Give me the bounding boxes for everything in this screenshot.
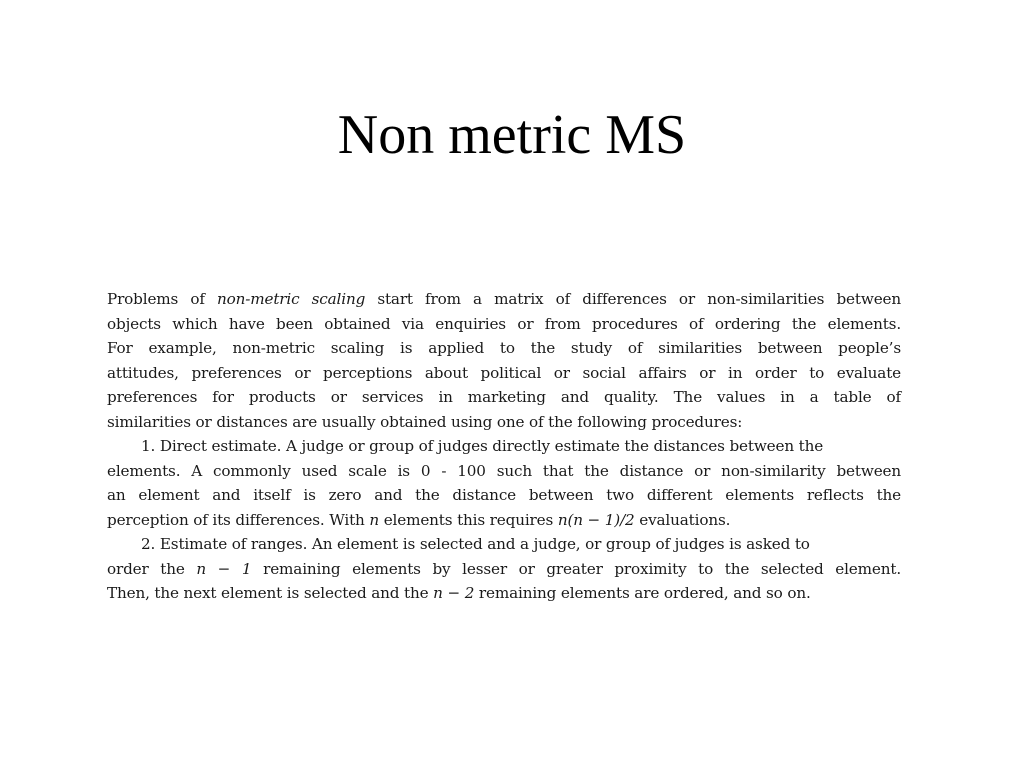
text-run: remaining elements are ordered, and so on. <box>474 584 811 602</box>
intro-paragraph <box>107 287 901 434</box>
text-line <box>107 581 901 606</box>
list-item-text: 1. Direct estimate. A judge or group of judges directly estimate the distances between the <box>141 437 824 455</box>
text-run: start from a matrix of differences or non-similarities between <box>365 290 901 308</box>
slide-title: Non metric MS <box>337 104 687 166</box>
item-2-paragraph <box>107 532 901 606</box>
text-line: similarities or distances are usually obtained using one of the following procedures: <box>107 412 743 431</box>
text-run: Then, the next element is selected and the <box>107 584 434 602</box>
text-line <box>107 532 901 557</box>
text-run: perception of its differences. With <box>107 510 370 529</box>
math-formula: n(n − 1)/2 <box>557 510 635 529</box>
text-line: preferences for products or services in marketing and quality. The values in a table of <box>107 388 901 406</box>
text-line: objects which have been obtained via enquiries or from procedures of ordering the elements. <box>107 314 901 333</box>
text-line <box>107 557 901 582</box>
item-1-paragraph <box>107 434 901 532</box>
emphasized-term: non-metric scaling <box>217 290 366 308</box>
math-formula: n − 1 <box>196 559 252 578</box>
math-variable: n <box>369 510 380 529</box>
text-run: remaining elements by lesser or greater proximity to the selected element. <box>251 559 902 578</box>
text-run: order the <box>107 559 197 578</box>
text-line: attitudes, preferences or perceptions about political or social affairs or in order to evaluate <box>107 363 901 382</box>
text-line: elements. A commonly used scale is 0 - 100 such that the distance or non-similarity between <box>107 461 901 480</box>
text-line <box>107 287 901 312</box>
text-line: an element and itself is zero and the distance between two different elements reflects the <box>107 486 901 504</box>
text-run: evaluations. <box>634 510 731 529</box>
text-run: Problems of <box>107 290 217 308</box>
list-item-text: 2. Estimate of ranges. An element is selected and a judge, or group of judges is asked to <box>141 535 810 553</box>
text-line <box>107 508 901 533</box>
text-line <box>107 434 901 459</box>
text-line: For example, non-metric scaling is applied to the study of similarities between people’s <box>107 339 901 357</box>
math-formula: n − 2 <box>433 584 475 602</box>
text-run: elements this requires <box>379 510 558 529</box>
body-text <box>107 287 901 606</box>
